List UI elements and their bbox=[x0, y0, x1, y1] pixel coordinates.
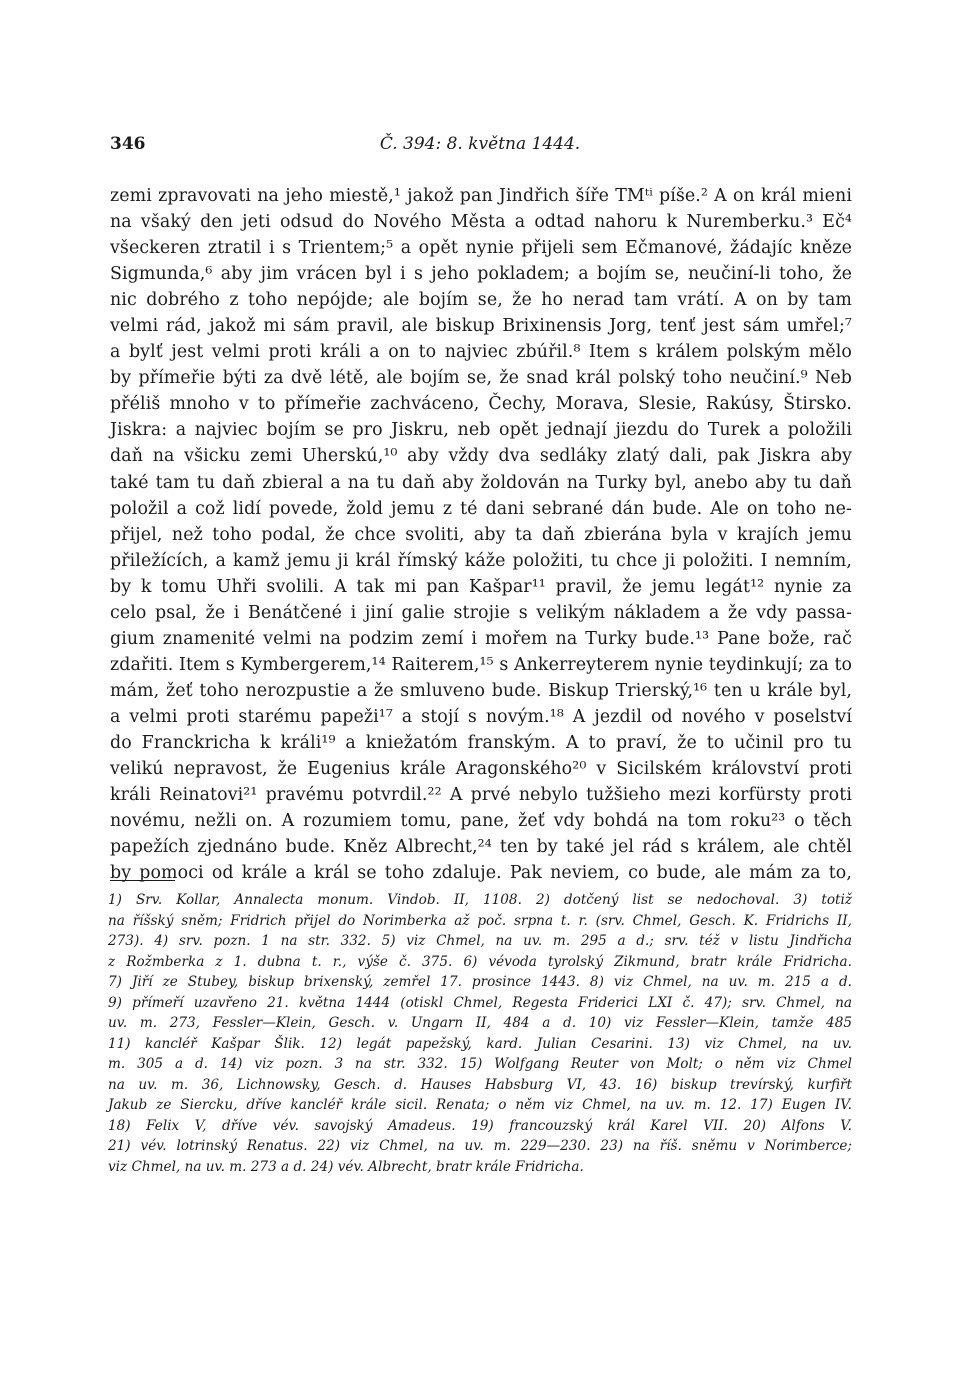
text-line: gium znamenité velmi na podzim zemí i mořem na Turky bude.¹³ Pane bože, rač bbox=[110, 628, 852, 649]
text-line: také tam tu daň zbieral a na tu daň aby žoldován na Turky byl, anebo aby tu daň bbox=[110, 472, 852, 493]
footnote-line: m. 305 a d. 14) viz pozn. 3 na str. 332. 15) Wolfgang Reuter von Molt; o něm viz Chmel bbox=[108, 1056, 852, 1072]
footnote-line: 9) přímeří uzavřeno 21. května 1444 (otiskl Chmel, Regesta Friderici LXI č. 47); srv. Chmel, na bbox=[108, 994, 852, 1011]
text-line: celo psal, že i Benátčené i jiní galie strojie s velikým nákladem a že vdy passa- bbox=[110, 602, 852, 623]
page-number: 346 bbox=[110, 134, 146, 154]
text-line: zdařiti. Item s Kymbergerem,¹⁴ Raiterem,¹⁵ s Ankerreyterem nynie teydinkují; za to bbox=[110, 654, 853, 675]
text-line: zemi zpravovati na jeho miestě,¹ jakož pan Jindřich šíře TMᵗⁱ píše.² A on král mieni bbox=[110, 186, 852, 206]
footnote-line: na uv. m. 36, Lichnowsky, Gesch. d. Hauses Habsburg VI, 43. 16) biskup trevírský, kurfiřt bbox=[108, 1076, 852, 1093]
page-header bbox=[110, 134, 850, 160]
text-line: novému, nežli on. A rozumiem tomu, pane, žeť vdy bohdá na tom roku²³ o těch bbox=[110, 811, 852, 832]
text-line: papežích zjednáno bude. Kněz Albrecht,²⁴ ten by také jel rád s králem, ale chtěl bbox=[110, 837, 852, 858]
text-line: daň na všicku zemi Uherskú,¹⁰ aby vždy dva sedláky zlatý dali, pak Jiskra aby bbox=[110, 446, 852, 467]
footnote-line: na říšský sněm; Fridrich přijel do Norimberka až poč. srpna t. r. (srv. Chmel, Gesch. K. Fridrichs II, bbox=[108, 912, 852, 929]
text-line: a velmi proti starému papeži¹⁷ a stojí s novým.¹⁸ A jezdil od nového v poselství bbox=[110, 706, 852, 727]
footnote-line: 273). 4) srv. pozn. 1 na str. 332. 5) viz Chmel, na uv. m. 295 a d.; srv. též v listu Jindřicha bbox=[108, 933, 852, 949]
footnote-line: Jakub ze Siercku, dříve kancléř krále sicil. Renata; o něm viz Chmel, na uv. m. 12. 17) Eugen IV. bbox=[108, 1097, 852, 1113]
text-line: a bylť jest velmi proti králi a on to najviec zbúřil.⁸ Item s králem polským mělo bbox=[110, 342, 852, 363]
text-line: Sigmunda,⁶ aby jim vrácen byl i s jeho pokladem; a bojím se, neučiní-li toho, že bbox=[110, 264, 852, 285]
text-line: Jiskra: a najviec bojím se pro Jiskru, neb opět jednají jiezdu do Turek a položili bbox=[110, 420, 852, 441]
text-line: by pomoci od krále a král se toho zdaluje. Pak neviem, co bude, ale mám za to, bbox=[110, 863, 852, 884]
text-line: přijel, než toho podal, že chce svoliti, aby ta daň zbierána byla v krajích jemu bbox=[110, 524, 852, 545]
running-title: Č. 394: 8. května 1444. bbox=[379, 134, 581, 154]
text-line: velmi rád, jakož mi sám pravil, ale biskup Brixinensis Jorg, tenť jest sám umřel;⁷ bbox=[110, 316, 852, 337]
footnote-line: 11) kancléř Kašpar Šlik. 12) legát papežský, kard. Julian Cesarini. 13) viz Chmel, na uv. bbox=[108, 1035, 852, 1052]
text-line: by k tomu Uhři svolili. A tak mi pan Kašpar¹¹ pravil, že jemu legát¹² nynie za bbox=[110, 576, 852, 597]
text-line: nic dobrého z toho nepójde; ale bojím se, že ho nerad tam vrátí. A on by tam bbox=[110, 290, 852, 311]
text-line: by přímeřie býti za dvě létě, ale bojím se, že snad král polský toho neučiní.⁹ Neb bbox=[110, 368, 852, 389]
text-line: mám, žeť toho nerozpustie a že smluveno bude. Biskup Trierský,¹⁶ ten u krále byl, bbox=[110, 680, 852, 701]
footnote-line: z Rožmberka z 1. dubna t. r., výše č. 375. 6) vévoda tyrolský Zikmund, bratr krále Fridricha. bbox=[108, 953, 852, 970]
text-line: položil a což lidí povede, žold jemu z té dani sebrané dán bude. Ale on toho ne- bbox=[110, 498, 852, 519]
text-line: přéliš mnoho v to přímeřie zachváceno, Čechy, Morava, Slesie, Rakúsy, Štirsko. bbox=[110, 394, 852, 415]
footnote-line: 1) Srv. Kollar, Annalecta monum. Vindob. II, 1108. 2) dotčený list se nedochoval. 3) totiž bbox=[108, 892, 852, 908]
text-line: všeckeren ztratil i s Trientem;⁵ a opět nynie přijeli sem Ečmanové, žádajíc kněze bbox=[110, 238, 852, 259]
footnote-line: uv. m. 273, Fessler—Klein, Gesch. v. Ungarn II, 484 a d. 10) viz Fessler—Klein, tamže 485 bbox=[108, 1015, 852, 1031]
text-line: králi Reinatovi²¹ pravému potvrdil.²² A prvé nebylo tužšieho mezi korfürsty proti bbox=[110, 785, 852, 806]
footnote-separator bbox=[110, 880, 175, 881]
text-line: do Franckricha k králi¹⁹ a kniežatóm franským. A to praví, že to učinil pro tu bbox=[110, 732, 852, 753]
footnote-line: 21) vév. lotrinský Renatus. 22) viz Chmel, na uv. m. 229—230. 23) na říš. sněmu v Norimberce; bbox=[108, 1138, 852, 1154]
footnote-line: 7) Jiří ze Stubey, biskup brixenský, zemřel 17. prosince 1443. 8) viz Chmel, na uv. m. 215 a d. bbox=[108, 974, 852, 990]
footnotes bbox=[108, 890, 852, 1177]
text-line: přiležících, a kamž jemu ji král římský káže položiti, tu chce ji položiti. I nemním, bbox=[110, 550, 852, 571]
text-line: na všaký den jeti odsud do Nového Města a odtad nahoru k Nuremberku.³ Eč⁴ bbox=[110, 212, 852, 233]
main-text bbox=[110, 183, 852, 886]
footnote-line: 18) Felix V, dříve vév. savojský Amadeus. 19) francouzský král Karel VII. 20) Alfons V. bbox=[108, 1117, 852, 1134]
footnote-line: viz Chmel, na uv. m. 273 a d. 24) vév. Albrecht, bratr krále Fridricha. bbox=[108, 1158, 584, 1175]
text-line: velikú nepravost, že Eugenius krále Aragonského²⁰ v Sicilském království proti bbox=[110, 759, 852, 780]
